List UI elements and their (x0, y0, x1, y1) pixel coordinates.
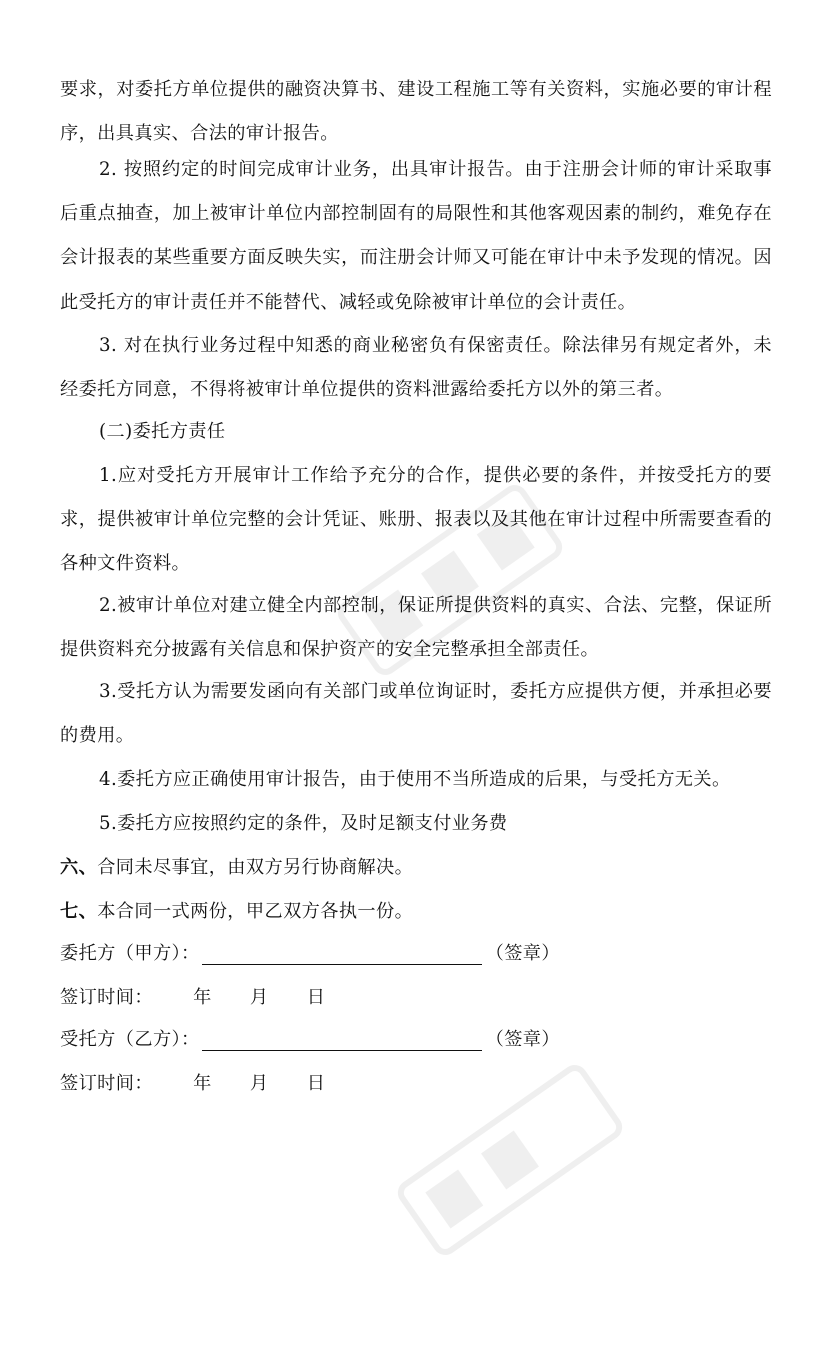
party-b-signature-row (60, 1018, 772, 1062)
party-a-date-month: 月 (249, 987, 269, 1008)
clause-seven-text: 本合同一式两份，甲乙双方各执一份。 (97, 901, 414, 922)
party-a-date-year: 年 (193, 987, 212, 1008)
paragraph-client-4-report-usage: 4.委托方应正确使用审计报告，由于使用不当所造成的后果，与受托方无关。 (99, 769, 731, 790)
party-a-sign-date-row (60, 976, 772, 1020)
party-a-signature-line[interactable] (202, 938, 482, 965)
section-heading-client-responsibility: (二)委托方责任 (99, 421, 226, 442)
paragraph-client-5-fee-payment: 5.委托方应按照约定的条件，及时足额支付业务费 (99, 813, 508, 834)
paragraph-client-2-internal-control: 2.被审计单位对建立健全内部控制，保证所提供资料的真实、合法、完整，保证所提供资料充分披露有关信息和保护资产的安全完整承担全部责任。 (60, 595, 772, 661)
party-b-date-year: 年 (193, 1073, 212, 1094)
clause-six (60, 846, 772, 890)
paragraph-client-1-cooperation: 1.应对受托方开展审计工作给予充分的合作，提供必要的条件，并按受托方的要求，提供被审计单位完整的会计凭证、账册、报表以及其他在审计过程中所需要查看的各种文件资料。 (60, 465, 772, 575)
party-b-sign-date-label: 签订时间： (60, 1073, 153, 1094)
party-a-sign-date-label: 签订时间： (60, 987, 153, 1008)
clause-seven-number: 七、 (60, 901, 98, 922)
party-b-signature-line[interactable] (202, 1024, 482, 1051)
clause-six-text: 合同未尽事宜，由双方另行协商解决。 (97, 857, 414, 878)
paragraph-client-3-confirmation: 3.受托方认为需要发函向有关部门或单位询证时，委托方应提供方便，并承担必要的费用。 (60, 681, 772, 747)
party-b-sign-date-row (60, 1062, 772, 1106)
clause-seven (60, 890, 772, 934)
party-b-date-day: 日 (306, 1073, 326, 1094)
party-a-seal-label: （签章） (485, 943, 560, 964)
paragraph-clause-3-confidentiality: 3. 对在执行业务过程中知悉的商业秘密负有保密责任。除法律另有规定者外，未经委托方同意，不得将被审计单位提供的资料泄露给委托方以外的第三者。 (60, 335, 772, 401)
paragraph-audit-requirements: 要求，对委托方单位提供的融资决算书、建设工程施工等有关资料，实施必要的审计程序，出具真实、合法的审计报告。 (60, 79, 772, 145)
paragraph-clause-2-audit-report: 2. 按照约定的时间完成审计业务，出具审计报告。由于注册会计师的审计采取事后重点抽查，加上被审计单位内部控制固有的局限性和其他客观因素的制约，难免存在会计报表的某些重要方面反映失实，而注册会计师又可能在审计中未予发现的情况。因此受托方的审计责任并不能替代、减轻或免除被审计单位的会计责任。 (60, 159, 772, 313)
party-b-label: 受托方（乙方）： (60, 1029, 200, 1050)
party-a-date-day: 日 (306, 987, 326, 1008)
party-a-label: 委托方（甲方）： (60, 943, 200, 964)
party-a-signature-row (60, 932, 772, 976)
clause-six-number: 六、 (60, 857, 98, 878)
party-b-seal-label: （签章） (485, 1029, 560, 1050)
party-b-date-month: 月 (249, 1073, 269, 1094)
